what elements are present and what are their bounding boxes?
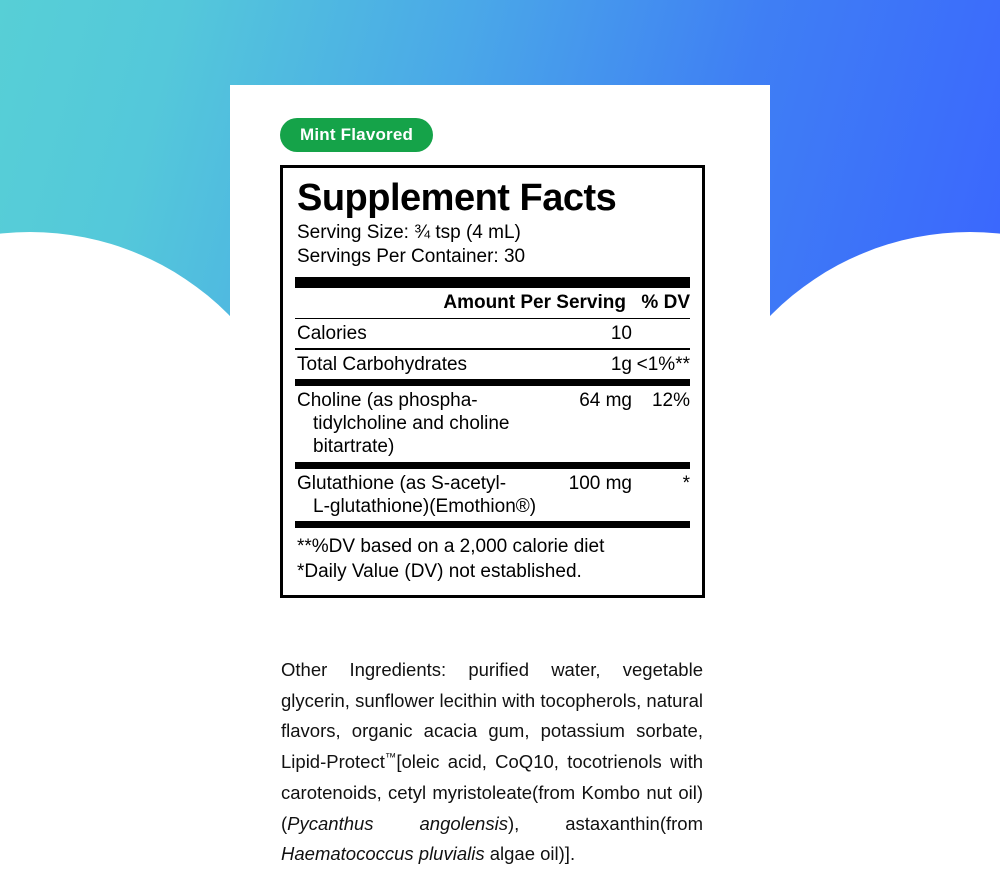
nutrient-name-cont: L-glutathione)(Emothion®) [313, 495, 537, 517]
nutrient-amount: 100 mg [568, 472, 632, 494]
nutrient-dv: * [682, 472, 690, 494]
table-row [295, 469, 690, 521]
amount-per-serving-label: Amount Per Serving [443, 291, 626, 313]
rule-after-glutathione [295, 521, 690, 528]
table-row [295, 386, 690, 462]
rule-thick-top [295, 277, 690, 288]
other-ingredients-paragraph [281, 655, 703, 870]
nutrient-amount: 10 [610, 323, 632, 345]
nutrient-amount: 1g [610, 353, 632, 375]
nutrient-name-main: Glutathione (as S-acetyl- [297, 472, 507, 494]
rule-after-carbs [295, 379, 690, 386]
other-ingredients-mid: [oleic acid, CoQ10, tocotrienols with carotenoids, cetyl myristoleate(from Kombo nut oil)( [281, 751, 703, 834]
footnotes [295, 528, 690, 587]
amount-header-row [295, 288, 690, 318]
flavor-badge: Mint Flavored [280, 118, 433, 152]
nutrient-name: Calories [297, 323, 367, 345]
species-name-haematococcus: Haematococcus pluvialis [281, 843, 485, 865]
other-ingredients-tail: algae oil)]. [484, 843, 576, 865]
table-row [295, 319, 690, 348]
nutrient-name [297, 389, 573, 459]
nutrient-name-cont: tidylcholine and choline bitartrate) [313, 413, 510, 458]
trademark-symbol: ™ [384, 751, 397, 764]
nutrient-dv: <1%** [636, 353, 690, 375]
footnote-dv-basis: **%DV based on a 2,000 calorie diet [297, 535, 605, 557]
nutrient-name: Total Carbohydrates [297, 353, 468, 375]
nutrient-name [297, 472, 563, 518]
rule-after-choline [295, 462, 690, 469]
supplement-facts-panel [280, 165, 705, 598]
other-ingredients-lead: Other Ingredients: purified water, vegetable glycerin, sunflower lecithin with tocopherols, natural flavors, organic acacia gum, potassium sorbate, Lipid-Protect [281, 659, 703, 773]
servings-per-container: Servings Per Container: 30 [297, 246, 526, 268]
percent-dv-label: % DV [641, 291, 690, 313]
panel-title: Supplement Facts [297, 177, 617, 219]
footnote-dv-not-established: *Daily Value (DV) not established. [297, 561, 582, 583]
table-row [295, 350, 690, 379]
serving-size: Serving Size: ¾ tsp (4 mL) [297, 222, 521, 244]
nutrient-name-main: Choline (as phospha- [297, 390, 478, 411]
species-name-pycanthus: Pycanthus angolensis [287, 812, 508, 834]
nutrient-amount: 64 mg [579, 390, 632, 411]
nutrient-dv: 12% [651, 390, 690, 411]
other-ingredients-mid2: ), astaxanthin(from [507, 812, 703, 834]
